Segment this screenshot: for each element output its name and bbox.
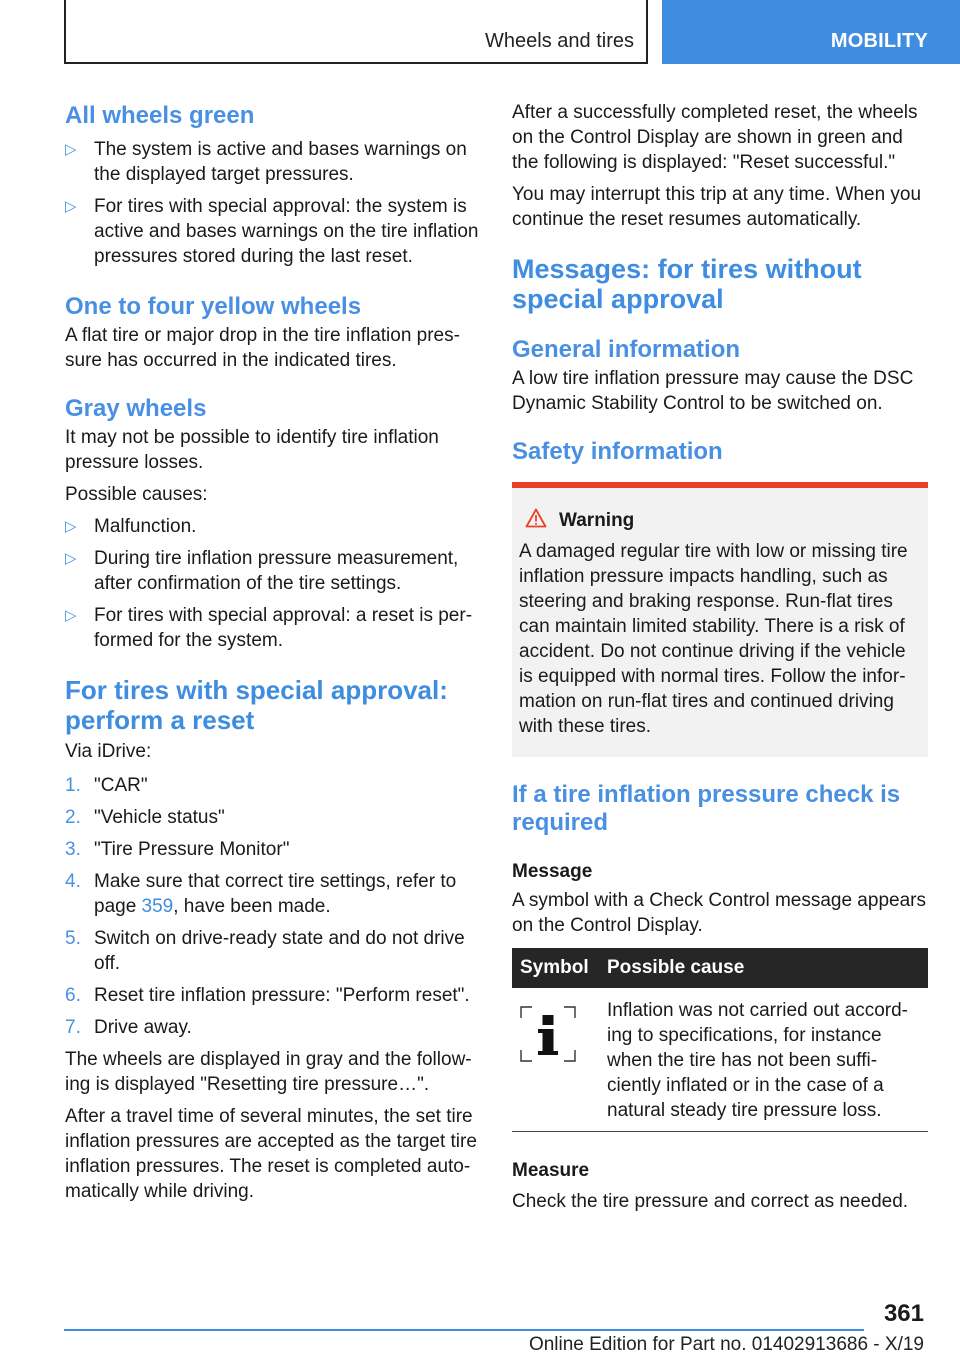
list-item: 1. "CAR": [65, 775, 148, 796]
list-item: 7. Drive away.: [65, 1017, 192, 1038]
via-idrive-label: Via iDrive:: [65, 741, 152, 762]
message-text: A symbol with a Check Control message appears on the Control Display.: [512, 890, 926, 936]
list-item: 6. Reset tire inflation pressure: "Perform reset".: [65, 985, 470, 1006]
table-row: [512, 988, 928, 1132]
header-section-title: Wheels and tires: [485, 30, 634, 52]
warning-title: Warning: [519, 508, 920, 534]
reset-after-text-2: After a travel time of several minutes, the set tire inflation pressures are accepted as the target tire inflation pressures. The reset is completed automatically while driving.: [65, 1106, 477, 1202]
measure-text: Check the tire pressure and correct as needed.: [512, 1191, 909, 1212]
edition-note: Online Edition for Part no. 01402913686 - X/19: [528, 1334, 924, 1355]
reset-after-text-1: The wheels are displayed in gray and the following is displayed "Resetting tire pressure…".: [65, 1049, 472, 1095]
heading-yellow-wheels: One to four yellow wheels: [65, 293, 362, 320]
info-symbol-icon: [520, 1006, 576, 1062]
page-number: 361: [883, 1300, 924, 1327]
list-item: ▷ For tires with special approval: the system is active and bases warnings on the tire inflation pressures stored during the last reset.: [65, 196, 479, 267]
reset-success-text: After a successfully completed reset, the wheels on the Control Display are shown in green and the following is displayed: "Reset successful.": [512, 102, 918, 173]
left-column: [65, 100, 479, 1211]
list-item: 5. Switch on drive-ready state and do not drive off.: [65, 928, 465, 974]
triangle-bullet-icon: ▷: [65, 518, 77, 535]
triangle-bullet-icon: ▷: [65, 198, 77, 215]
message-label: Message: [512, 861, 593, 882]
warning-text: A damaged regular tire with low or missing tire inflation pressure impacts handling, such as steering and braking response. Run-flat tires can maintain limited stability. There is a risk of accident. Do not continue driving if the vehicle is equipped with normal tires. Follow the information on run-flat tires and continued driving with these tires.: [519, 541, 908, 737]
yellow-text: A flat tire or major drop in the tire inflation pressure has occurred in the indicated tires.: [65, 325, 460, 371]
triangle-bullet-icon: ▷: [65, 141, 77, 158]
gray-text: It may not be possible to identify tire inflation pressure losses.: [65, 427, 439, 473]
heading-pressure-check: If a tire inflation pressure check is required: [512, 781, 901, 836]
list-item: ▷ Malfunction.: [65, 516, 197, 537]
table-cell-cause: Inflation was not carried out according to specifications, for instance when the tire has not been sufficiently inflated or in the case of a natural steady tire pressure loss.: [599, 988, 928, 1132]
right-column: [512, 100, 928, 1221]
reset-steps-list: [65, 773, 479, 1040]
heading-all-wheels-green: All wheels green: [65, 102, 255, 129]
heading-gray-wheels: Gray wheels: [65, 395, 207, 422]
footer-divider: [64, 1329, 864, 1331]
symbol-table: [512, 948, 928, 1132]
heading-safety-information: Safety information: [512, 438, 723, 465]
header-chapter-tab: [662, 0, 960, 64]
heading-messages: Messages: for tires without special approval: [512, 254, 862, 314]
table-header-symbol: Symbol: [512, 948, 599, 988]
gray-causes-list: [65, 514, 479, 653]
general-text: A low tire inflation pressure may cause the DSC Dynamic Stability Control to be switched on.: [512, 368, 914, 414]
table-header-cause: Possible cause: [599, 948, 928, 988]
measure-label: Measure: [512, 1160, 590, 1181]
triangle-bullet-icon: ▷: [65, 607, 77, 624]
interrupt-text: You may interrupt this trip at any time. When you continue the reset resumes automatically.: [512, 184, 922, 230]
header-section-box: [64, 0, 648, 64]
possible-causes-label: Possible causes:: [65, 484, 208, 505]
heading-general-information: General information: [512, 336, 741, 363]
list-item: ▷ The system is active and bases warnings on the displayed target pressures.: [65, 139, 467, 185]
list-item: ▷ During tire inflation pressure measurement, after confirmation of the tire settings.: [65, 548, 459, 594]
list-item: 2. "Vehicle status": [65, 807, 225, 828]
all-green-list: [65, 137, 479, 269]
warning-box: [512, 482, 928, 757]
list-item: 3. "Tire Pressure Monitor": [65, 839, 290, 860]
heading-perform-reset: For tires with special approval: perform a reset: [65, 675, 448, 735]
list-item: 4. Make sure that correct tire settings, refer to page 359, have been made.: [65, 871, 457, 917]
list-item: ▷ For tires with special approval: a reset is performed for the system.: [65, 605, 473, 651]
page-reference-link[interactable]: 359: [141, 896, 174, 917]
warning-triangle-icon: [525, 508, 547, 528]
triangle-bullet-icon: ▷: [65, 550, 77, 567]
header-chapter-title: MOBILITY: [830, 30, 928, 52]
